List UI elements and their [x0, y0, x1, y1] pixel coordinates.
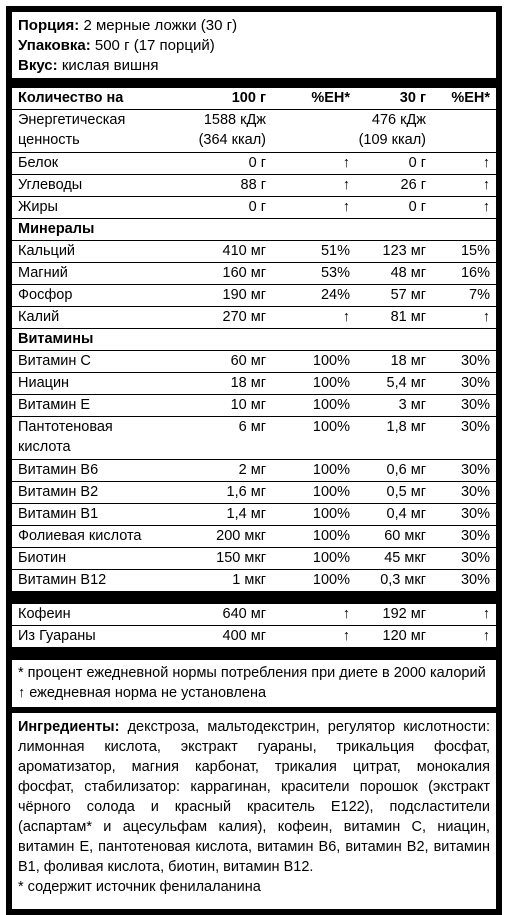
- ingredients-note: * содержит источник фенилаланина: [18, 879, 261, 895]
- vitamin-p30: 30%: [460, 550, 490, 566]
- mineral-row: [12, 241, 496, 263]
- vitamin-p100: 100%: [312, 528, 350, 544]
- macro-row: [12, 175, 496, 197]
- divider-thick-3: [12, 648, 496, 660]
- vitamin-row: [12, 373, 496, 395]
- pantothenic-row: [12, 417, 496, 460]
- vitamin-name: Витамин В1: [18, 506, 99, 522]
- other-group: [12, 604, 496, 648]
- vitamin-p100: 100%: [312, 572, 350, 588]
- vitamins-group: [12, 351, 496, 417]
- ingredients-block: [12, 713, 496, 901]
- mineral-p100: 24%: [320, 287, 350, 303]
- energy-row: [12, 110, 496, 153]
- vitamin-p100: 100%: [312, 397, 350, 413]
- mineral-v30: 123 мг: [382, 243, 426, 259]
- macro-v100: 0 г: [248, 199, 266, 215]
- vitamin-v30: 0,4 мг: [386, 506, 426, 522]
- vitamin-p100: 100%: [312, 484, 350, 500]
- mineral-v30: 48 мг: [390, 265, 426, 281]
- macro-v100: 0 г: [248, 155, 266, 171]
- other-name: Из Гуараны: [18, 628, 96, 644]
- mineral-v30: 81 мг: [390, 309, 426, 325]
- vitamin-v100: 1 мкг: [232, 572, 266, 588]
- mineral-v100: 190 мг: [222, 287, 266, 303]
- vitamin-row: [12, 395, 496, 417]
- mineral-p100: ↑: [342, 309, 350, 325]
- serving-line: [18, 16, 490, 36]
- macro-name: Белок: [18, 155, 59, 171]
- vitamin-p30: 30%: [460, 528, 490, 544]
- other-p30: ↑: [482, 606, 490, 622]
- vitamin-v100: 150 мкг: [216, 550, 266, 566]
- header-dv-30g: %ЕН*: [451, 90, 490, 106]
- vitamin-name: Витамин В2: [18, 484, 99, 500]
- vitamin-p30: 30%: [460, 397, 490, 413]
- energy-name: Энергетическая ценность: [18, 112, 126, 148]
- vitamin-v30: 0,6 мг: [386, 462, 426, 478]
- vitamin-p30: 30%: [460, 375, 490, 391]
- vitamin-row: [12, 482, 496, 504]
- mineral-v100: 160 мг: [222, 265, 266, 281]
- flavor-label: Вкус:: [18, 57, 58, 74]
- vitamin-name: Биотин: [18, 550, 67, 566]
- vitamin-p30: 30%: [460, 353, 490, 369]
- mineral-p100: 51%: [320, 243, 350, 259]
- footnotes: [12, 660, 496, 713]
- vitamin-p100: 100%: [312, 375, 350, 391]
- pack-line: [18, 36, 490, 56]
- vitamins2-group: [12, 460, 496, 592]
- vitamin-p100: 100%: [312, 506, 350, 522]
- vitamin-name: Ниацин: [18, 375, 70, 391]
- macro-p100: ↑: [342, 177, 350, 193]
- energy-30g: 476 кДж (109 ккал): [358, 112, 426, 148]
- other-row: [12, 626, 496, 648]
- vitamin-v30: 18 мг: [390, 353, 426, 369]
- vitamin-v30: 0,3 мкг: [380, 572, 426, 588]
- mineral-row: [12, 263, 496, 285]
- serving-label: Порция:: [18, 17, 80, 34]
- vitamin-row: [12, 548, 496, 570]
- energy-100g: 1588 кДж (364 ккал): [198, 112, 266, 148]
- other-v30: 120 мг: [382, 628, 426, 644]
- macros-group: [12, 153, 496, 219]
- macro-p100: ↑: [342, 155, 350, 171]
- mineral-name: Магний: [18, 265, 68, 281]
- header-30g: 30 г: [399, 90, 426, 106]
- other-v30: 192 мг: [382, 606, 426, 622]
- vitamin-row: [12, 570, 496, 592]
- macro-name: Жиры: [18, 199, 58, 215]
- vitamin-p100: 100%: [312, 550, 350, 566]
- other-name: Кофеин: [18, 606, 71, 622]
- mineral-name: Фосфор: [18, 287, 73, 303]
- other-row: [12, 604, 496, 626]
- minerals-group: [12, 241, 496, 329]
- divider-thick-2: [12, 592, 496, 604]
- pantothenic-30g: 1,8 мг: [386, 419, 426, 435]
- macro-v30: 0 г: [408, 199, 426, 215]
- vitamin-name: Витамин С: [18, 353, 91, 369]
- header-100g: 100 г: [231, 90, 266, 106]
- ingredients-list: декстроза, мальтодекстрин, регулятор кислотности: лимонная кислота, экстракт гуараны, трикальция фосфат, ароматизатор, магния карбонат, трикалия цитрат, монокалия фосфат, стабилизатор: каррагинан, красители порошок (экстракт чёрного солода и красный краситель Е122), подсластители (аспартам* и ацесульфам калия), кофеин, витамин С, ниацин, витамин Е, пантотеновая кислота, витамин В6, витамин В2, витамин В1, фоливая кислота, биотин, витамин В12.: [18, 719, 490, 875]
- other-p30: ↑: [482, 628, 490, 644]
- mineral-p100: 53%: [320, 265, 350, 281]
- vitamin-row: [12, 504, 496, 526]
- macro-p100: ↑: [342, 199, 350, 215]
- vitamin-name: Витамин Е: [18, 397, 91, 413]
- macro-p30: ↑: [482, 199, 490, 215]
- pantothenic-dv-30g: 30%: [460, 419, 490, 435]
- other-p100: ↑: [342, 628, 350, 644]
- macro-v100: 88 г: [240, 177, 266, 193]
- vitamin-v30: 5,4 мг: [386, 375, 426, 391]
- header-dv-100g: %ЕН*: [311, 90, 350, 106]
- macro-row: [12, 197, 496, 219]
- pack-value: 500 г (17 порций): [94, 37, 215, 54]
- macro-p30: ↑: [482, 155, 490, 171]
- macro-name: Углеводы: [18, 177, 83, 193]
- mineral-p30: ↑: [482, 309, 490, 325]
- pantothenic-name: Пантотеновая кислота: [18, 419, 113, 455]
- vitamin-name: Фолиевая кислота: [18, 528, 142, 544]
- mineral-p30: 15%: [460, 243, 490, 259]
- mineral-row: [12, 307, 496, 329]
- vitamin-p30: 30%: [460, 484, 490, 500]
- footnote-dv: * процент ежедневной нормы потребления при диете в 2000 калорий: [18, 665, 486, 681]
- other-p100: ↑: [342, 606, 350, 622]
- vitamin-v100: 1,6 мг: [226, 484, 266, 500]
- divider-thick: [12, 78, 496, 88]
- macro-v30: 0 г: [408, 155, 426, 171]
- product-info: [12, 12, 496, 76]
- other-v100: 400 мг: [222, 628, 266, 644]
- pantothenic-100g: 6 мг: [238, 419, 266, 435]
- flavor-line: [18, 56, 490, 76]
- vitamin-v100: 2 мг: [238, 462, 266, 478]
- macro-v30: 26 г: [400, 177, 426, 193]
- vitamin-p100: 100%: [312, 353, 350, 369]
- minerals-heading: Минералы: [12, 219, 496, 241]
- mineral-v100: 270 мг: [222, 309, 266, 325]
- ingredients-text: [18, 717, 490, 877]
- table-header: [12, 88, 496, 110]
- vitamin-row: [12, 460, 496, 482]
- vitamin-p30: 30%: [460, 462, 490, 478]
- nutrition-label: [6, 6, 502, 915]
- pantothenic-dv-100g: 100%: [312, 419, 350, 435]
- footnote-arrow: ↑ ежедневная норма не установлена: [18, 685, 267, 701]
- serving-value: 2 мерные ложки (30 г): [83, 17, 238, 34]
- vitamin-v100: 60 мг: [230, 353, 266, 369]
- vitamin-v30: 60 мкг: [384, 528, 426, 544]
- ingredients-label: Ингредиенты:: [18, 719, 120, 735]
- vitamin-v100: 1,4 мг: [226, 506, 266, 522]
- header-amount-per: Количество на: [18, 90, 124, 106]
- vitamin-row: [12, 351, 496, 373]
- vitamin-p30: 30%: [460, 506, 490, 522]
- macro-p30: ↑: [482, 177, 490, 193]
- vitamin-v100: 200 мкг: [216, 528, 266, 544]
- pack-label: Упаковка:: [18, 37, 91, 54]
- flavor-value: кислая вишня: [61, 57, 159, 74]
- mineral-name: Калий: [18, 309, 60, 325]
- vitamin-p30: 30%: [460, 572, 490, 588]
- macro-row: [12, 153, 496, 175]
- vitamin-row: [12, 526, 496, 548]
- mineral-row: [12, 285, 496, 307]
- vitamin-v30: 3 мг: [398, 397, 426, 413]
- mineral-v30: 57 мг: [390, 287, 426, 303]
- vitamin-v100: 18 мг: [230, 375, 266, 391]
- vitamin-p100: 100%: [312, 462, 350, 478]
- mineral-name: Кальций: [18, 243, 76, 259]
- mineral-v100: 410 мг: [222, 243, 266, 259]
- vitamin-v30: 0,5 мг: [386, 484, 426, 500]
- vitamin-name: Витамин В12: [18, 572, 107, 588]
- mineral-p30: 16%: [460, 265, 490, 281]
- other-v100: 640 мг: [222, 606, 266, 622]
- mineral-p30: 7%: [469, 287, 490, 303]
- vitamin-name: Витамин В6: [18, 462, 99, 478]
- vitamin-v100: 10 мг: [230, 397, 266, 413]
- vitamin-v30: 45 мкг: [384, 550, 426, 566]
- vitamins-heading: Витамины: [12, 329, 496, 351]
